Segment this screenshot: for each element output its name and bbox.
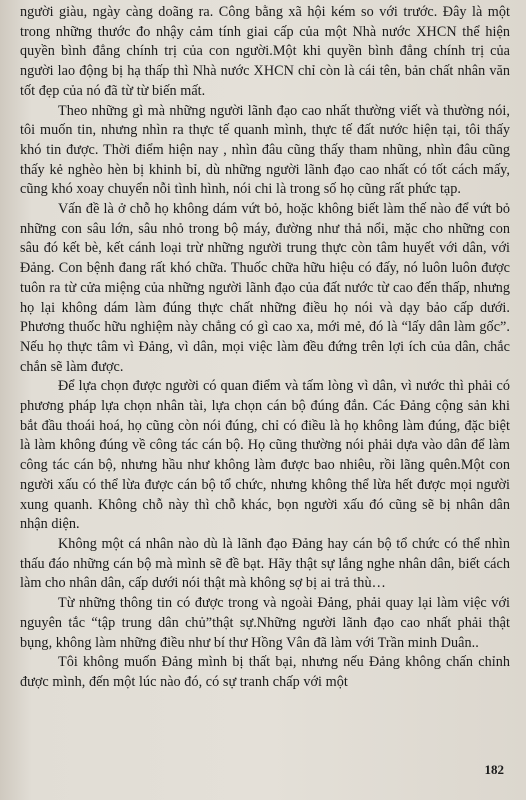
page-number: 182	[484, 762, 504, 777]
paragraph: Vấn đề là ở chỗ họ không dám vứt bỏ, hoặc không biết làm thế nào để vứt bỏ những con sâu lớn, sâu nhỏ trong bộ máy, đường như thả nổi, mặc cho những con sâu đó kết bè, kết cánh loại trừ những người trung thực còn tâm huyết với dân, với Đảng. Con bệnh đang rất khó chữa. Thuốc chữa hữu hiệu có đấy, nó luôn luôn được tuôn ra từ cửa miệng của những người lãnh đạo của đất nước từ cao đến thấp, nhưng họ lại không dám làm đúng thực chất những điều họ nói và dạy bảo cấp dưới. Phương thuốc hữu nghiệm này chẳng có gì cao xa, mới mẻ, đó là “lấy dân làm gốc”. Nếu họ thực tâm vì Đảng, vì dân, mọi việc làm đều đứng trên lợi ích của dân, chắc chắn sẽ làm được.	[20, 201, 510, 375]
paragraph: Theo những gì mà những người lãnh đạo cao nhất thường viết và thường nói, tôi muốn tin, nhưng nhìn ra thực tế quanh mình, thực tế đất nước hiện tại, tôi thấy khó tin được. Thời điểm hiện nay , nhìn đâu cũng thấy tham nhũng, nhìn đâu cũng thấy kẻ nghèo hèn bị khinh bỉ, dù những người lãnh đạo cao nhất có tốt cách mấy, cũng khó xoay chuyển nỗi tình hình, nói chi là trong số họ cũng rất phức tạp.	[20, 102, 510, 198]
paragraph: Để lựa chọn được người có quan điểm và tấm lòng vì dân, vì nước thì phải có phương pháp lựa chọn nhân tài, lựa chọn cán bộ đúng đắn. Các Đảng cộng sản khi bắt đầu thoái hoá, họ cũng còn nói đúng, chỉ có điều là họ không làm đúng, đặc biệt là làm không đúng về công tác cán bộ. Họ cũng thường nói phải dựa vào dân để làm công tác cán bộ, nhưng hầu như không làm được bao nhiêu, rồi lãng quên.Một con người xấu có thể lừa được cán bộ tổ chức, nhưng không thể lừa hết được mọi người xung quanh. Không chỗ này thì chỗ khác, bọn người xấu đó cũng sẽ bị nhân dân nhận diện.	[20, 378, 510, 533]
paragraph: Không một cá nhân nào dù là lãnh đạo Đảng hay cán bộ tổ chức có thể nhìn thấu đáo những cán bộ mà mình sẽ đề bạt. Hãy thật sự lắng nghe nhân dân, biết cách làm cho nhân dân, cấp dưới nói thật mà không sợ bị ai trả thù…	[20, 535, 510, 592]
paragraph: Tôi không muốn Đảng mình bị thất bại, nhưng nếu Đảng không chấn chỉnh được mình, đến một lúc nào đó, có sự tranh chấp với một	[20, 654, 510, 690]
page-body	[20, 3, 510, 693]
paragraph: Từ những thông tin có được trong và ngoài Đảng, phải quay lại làm việc với nguyên tắc “tập trung dân chủ”thật sự.Những người lãnh đạo cao nhất phải thật bụng, không làm những điều như bí thư Hồng Vân đã làm với Trần minh Duân..	[20, 595, 510, 651]
paragraph: người giàu, ngày càng doãng ra. Công bằng xã hội kém so với trước. Đây là một trong những thước đo nhậy cảm tính giai cấp của một Nhà nước XHCN thể hiện quyền bình đẳng chính trị của con người.Một khi quyền bình đẳng chính trị của người lao động bị hạ thấp thì Nhà nước XHCN chỉ còn là cái tên, bản chất nhân văn tốt đẹp của nó đã từ từ biến mất.	[20, 4, 510, 99]
